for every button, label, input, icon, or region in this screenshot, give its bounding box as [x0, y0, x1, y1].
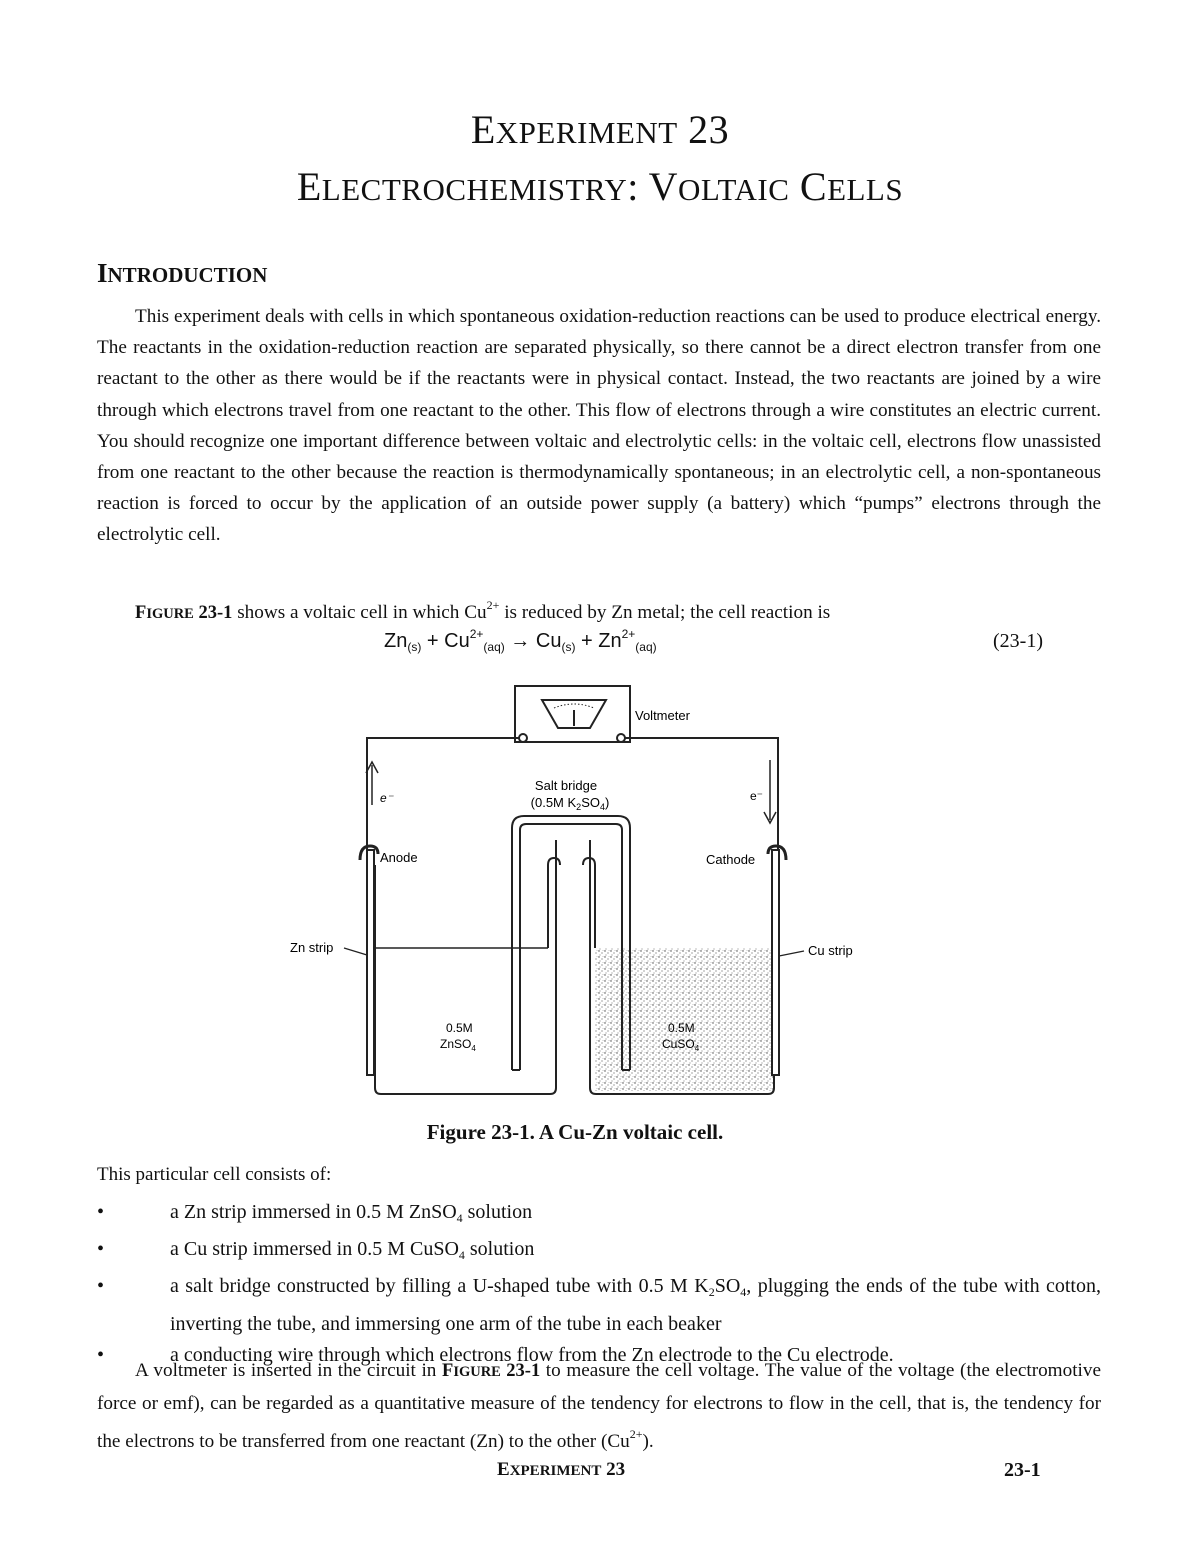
- intro-paragraph: This experiment deals with cells in which spontaneous oxidation-reduction reactions can be used to produce electrical energy. The reactants in the oxidation-reduction reaction are separated physically, so there cannot be a direct electron transfer from one reactant to the other as there would be if the reactants were in physical contact. Instead, the two reactants are joined by a wire through which electrons travel from one reactant to the other. This flow of electrons through a wire constitutes an electric current. You should recognize one important difference between voltaic and electrolytic cells: in the voltaic cell, electrons flow unassisted from one reactant to the other because the reaction is thermodynamically spontaneous; in an electrolytic cell, a non-spontaneous reaction is forced to occur by the application of an outside power supply (a battery) which “pumps” electrons through the electrolytic cell.: [97, 306, 1101, 546]
- right-concentration: 0.5M: [668, 1021, 695, 1035]
- components-list: [97, 1197, 1101, 1371]
- equation-number: (23-1): [993, 630, 1043, 652]
- voltmeter-label: Voltmeter: [635, 708, 690, 723]
- electron-label-left: e⁻: [380, 791, 394, 805]
- salt-bridge-label: Salt bridge: [534, 778, 598, 793]
- figure-caption: Figure 23-1. A Cu-Zn voltaic cell.: [426, 1120, 724, 1144]
- anode-label: Anode: [380, 850, 418, 865]
- cu-strip-label: Cu strip: [808, 943, 853, 958]
- experiment-subtitle: ELECTROCHEMISTRY: VOLTAIC CELLS: [296, 164, 904, 209]
- components-intro: This particular cell consists of:: [97, 1164, 332, 1185]
- electron-label-right: e⁻: [750, 789, 764, 803]
- voltmeter: [515, 686, 630, 742]
- list-item: • a Cu strip immersed in 0.5 M CuSO$_4$ solution: [97, 1238, 535, 1263]
- cell-reaction-equation: $Zn_{(s)} + Cu^{2+}_{(aq)} \to Cu_{(s)} + Zn^{2+}_{(aq)}$: [384, 627, 657, 654]
- list-item: • a Zn strip immersed in 0.5 M ZnSO$_4$ solution: [97, 1201, 533, 1225]
- voltaic-cell-diagram: [280, 680, 880, 1100]
- left-solution-label: ZnSO$_4$: [440, 1037, 476, 1053]
- salt-bridge-composition: (0.5M $K_2SO_4$): [530, 795, 610, 812]
- cathode-label: Cathode: [706, 852, 756, 867]
- list-item: • a conducting wire through which electrons flow from the Zn electrode to the Cu electrode.: [97, 1343, 894, 1366]
- right-solution-label: CuSO$_4$: [662, 1037, 700, 1053]
- voltmeter-paragraph: A voltmeter is inserted in the circuit in FIGURE 23-1 to measure the cell voltage. The value of the voltage (the electromotive force or emf), can be regarded as a quantitative measure of the tendency for electrons to flow in the cell, that is, the tendency for the electrons to be transferred from one reactant (Zn) to the other $(Cu^{2+})$.: [97, 1360, 1101, 1453]
- experiment-title: EXPERIMENT 23: [470, 107, 730, 152]
- zn-strip-label: Zn strip: [290, 940, 334, 955]
- list-item: • a salt bridge constructed by filling a U-shaped tube with 0.5 M $K_2SO_4$, plugging the ends of the tube with cotton, inverting the tube, and immersing one arm of the tube in each beaker: [97, 1275, 1101, 1335]
- section-heading-introduction: INTRODUCTION: [97, 258, 268, 288]
- page-number: 23-1: [1004, 1459, 1041, 1481]
- figure-reference-paragraph: FIGURE 23-1 shows a voltaic cell in which $Cu^{2+}$ is reduced by Zn metal; the cell reaction is: [135, 598, 831, 623]
- electron-arrow-down-icon: [764, 760, 776, 823]
- left-concentration: 0.5M: [446, 1021, 473, 1035]
- footer-experiment-label: EXPERIMENT 23: [497, 1459, 626, 1480]
- left-beaker: [375, 840, 556, 1094]
